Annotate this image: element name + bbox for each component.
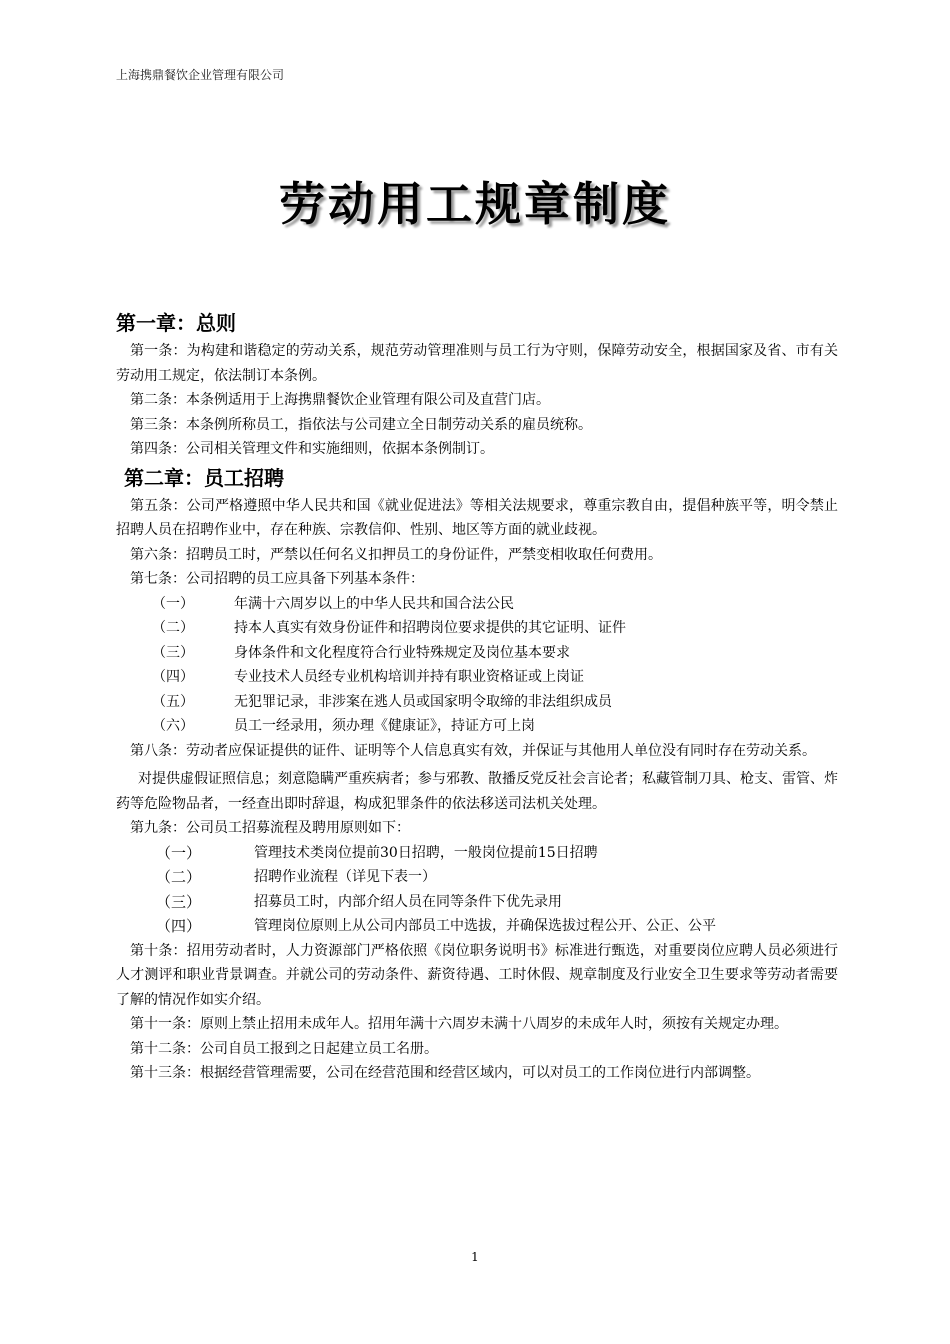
list-item-text: 持本人真实有效身份证件和招聘岗位要求提供的其它证明、证件 <box>234 620 626 636</box>
list-item-number: （六） <box>152 718 194 734</box>
article-8: 第八条：劳动者应保证提供的证件、证明等个人信息真实有效，并保证与其他用人单位没有同时存在劳动关系。 <box>130 742 816 759</box>
article-7: 第七条：公司招聘的员工应具备下列基本条件： <box>130 571 424 587</box>
list-item-text: 招募员工时，内部介绍人员在同等条件下优先录用 <box>254 893 562 910</box>
list-item-number: （四） <box>156 917 202 935</box>
list-item-text: 员工一经录用，须办理《健康证》，持证方可上岗 <box>234 718 535 734</box>
list-item <box>116 865 838 890</box>
chapter-heading: 第一章：总则 <box>116 311 236 335</box>
list-item <box>116 841 838 866</box>
list-item <box>116 914 838 939</box>
article-6: 第六条：招聘员工时，严禁以任何名义扣押员工的身份证件，严禁变相收取任何费用。 <box>130 546 662 563</box>
list-item <box>116 641 838 666</box>
list-item <box>116 616 838 641</box>
list-item-text: 身体条件和文化程度符合行业特殊规定及岗位基本要求 <box>234 644 570 661</box>
page-number: 1 <box>471 1250 479 1264</box>
article-9: 第九条：公司员工招募流程及聘用原则如下： <box>130 820 410 836</box>
list-item <box>116 714 838 739</box>
list-item-number: （三） <box>152 644 194 661</box>
list-item-text: 管理技术类岗位提前30日招聘，一般岗位提前15日招聘 <box>254 844 598 861</box>
article-13: 第十三条：根据经营管理需要，公司在经营范围和经营区域内，可以对员工的工作岗位进行内部调整。 <box>130 1065 760 1081</box>
list-item-number: （一） <box>152 595 194 612</box>
article-8-detail: 对提供虚假证照信息；刻意隐瞒严重疾病者；参与邪教、散播反党反社会言论者；私藏管制刀具、枪支、雷管、炸药等危险物品者，一经查出即时辞退，构成犯罪条件的依法移送司法机关处理。 <box>116 771 838 812</box>
list-item-text: 招聘作业流程（详见下表一） <box>254 869 436 885</box>
list-item-text: 年满十六周岁以上的中华人民共和国合法公民 <box>234 595 514 612</box>
chapter-heading: 第二章：员工招聘 <box>124 465 284 490</box>
article-3: 第三条：本条例所称员工，指依法与公司建立全日制劳动关系的雇员统称。 <box>130 416 592 433</box>
article-2: 第二条：本条例适用于上海携鼎餐饮企业管理有限公司及直营门店。 <box>130 392 550 408</box>
list-item <box>116 890 838 915</box>
list-item-text: 管理岗位原则上从公司内部员工中选拔，并确保选拔过程公开、公正、公平 <box>254 918 716 934</box>
list-item-number: （二） <box>156 868 202 886</box>
list-item-number: （四） <box>152 669 194 685</box>
article-1: 第一条：为构建和谐稳定的劳动关系，规范劳动管理准则与员工行为守则，保障劳动安全，根据国家及省、市有关劳动用工规定，依法制订本条例。 <box>116 343 838 384</box>
list-item-text: 专业技术人员经专业机构培训并持有职业资格证或上岗证 <box>234 669 584 685</box>
article-12: 第十二条：公司自员工报到之日起建立员工名册。 <box>130 1040 438 1057</box>
article-5: 第五条：公司严格遵照中华人民共和国《就业促进法》等相关法规要求，尊重宗教自由，提倡种族平等，明令禁止招聘人员在招聘作业中，存在种族、宗教信仰、性别、地区等方面的就业歧视。 <box>116 497 838 538</box>
article-9-list <box>116 841 838 939</box>
article-11: 第十一条：原则上禁止招用未成年人。招用年满十六周岁未满十八周岁的未成年人时，须按有关规定办理。 <box>130 1016 788 1032</box>
document-body <box>116 307 838 1086</box>
company-header: 上海携鼎餐饮企业管理有限公司 <box>116 68 285 82</box>
article-4: 第四条：公司相关管理文件和实施细则，依据本条例制订。 <box>130 441 494 457</box>
list-item <box>116 592 838 617</box>
article-10: 第十条：招用劳动者时，人力资源部门严格依照《岗位职务说明书》标准进行甄选，对重要岗位应聘人员必须进行人才测评和职业背景调查。并就公司的劳动条件、薪资待遇、工时休假、规章制度及行业安全卫生要求等劳动者需要了解的情况作如实介绍。 <box>116 942 838 1008</box>
document-title: 劳动用工规章制度 <box>279 177 671 231</box>
article-7-list <box>116 592 838 739</box>
list-item-text: 无犯罪记录，非涉案在逃人员或国家明令取缔的非法组织成员 <box>234 693 612 710</box>
list-item-number: （三） <box>156 892 202 911</box>
list-item <box>116 690 838 715</box>
list-item-number: （一） <box>156 843 202 862</box>
list-item-number: （五） <box>152 693 194 710</box>
list-item-number: （二） <box>152 620 194 636</box>
list-item <box>116 665 838 690</box>
